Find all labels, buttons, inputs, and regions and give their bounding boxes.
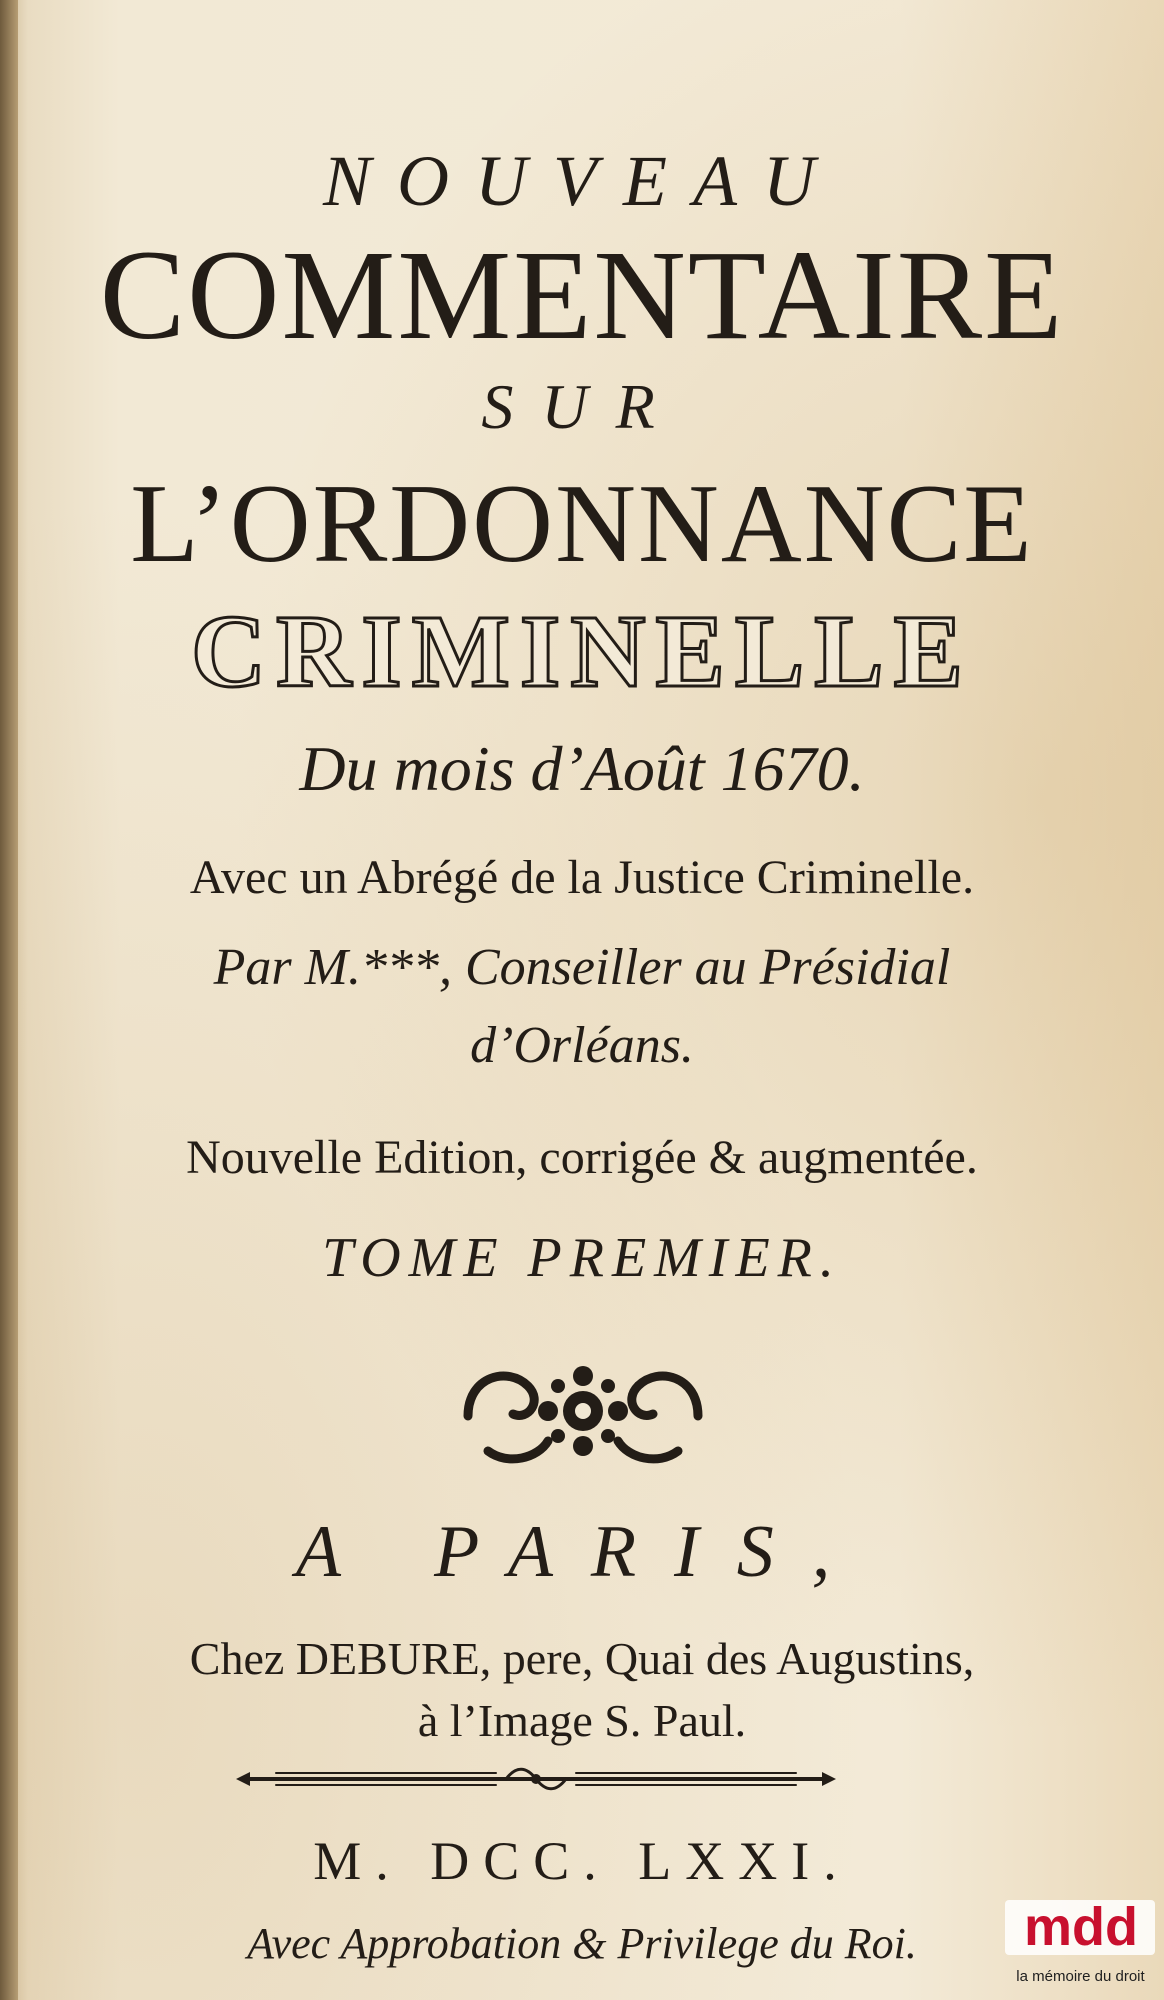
- title-criminelle: CRIMINELLE: [191, 594, 973, 709]
- publisher-address: à l’Image S. Paul.: [417, 1695, 747, 1746]
- floral-ornament-icon: [448, 1346, 718, 1476]
- title-nouveau: NOUVEAU: [323, 141, 841, 221]
- ornamental-rule-icon: [236, 1764, 836, 1794]
- logo-caption: la mémoire du droit: [1016, 1968, 1145, 1985]
- author-line: Par M.***, Conseiller au Présidial: [213, 939, 951, 996]
- mdd-logo-mark-icon: [1003, 1890, 1158, 1960]
- title-ordonnance: L’ORDONNANCE: [130, 462, 1034, 586]
- publication-year: M. DCC. LXXI.: [313, 1831, 851, 1891]
- place-of-publication: A PARIS,: [295, 1511, 869, 1593]
- edition-statement: Nouvelle Edition, corrigée & augmentée.: [186, 1131, 978, 1184]
- subtitle: Avec un Abrégé de la Justice Criminelle.: [189, 851, 975, 904]
- author-line-city: d’Orléans.: [470, 1017, 694, 1074]
- title-commentaire: COMMENTAIRE: [99, 224, 1065, 366]
- approbation-line: Avec Approbation & Privilege du Roi.: [247, 1919, 917, 1968]
- date-line: Du mois d’Août 1670.: [299, 733, 865, 804]
- logo-mark-text: mdd: [1024, 1897, 1138, 1957]
- mdd-logo: [1003, 1890, 1158, 1995]
- publisher-line: Chez DEBURE, pere, Quai des Augustins,: [189, 1633, 975, 1684]
- volume-label: TOME PREMIER.: [322, 1227, 842, 1289]
- title-sur: SUR: [481, 371, 683, 442]
